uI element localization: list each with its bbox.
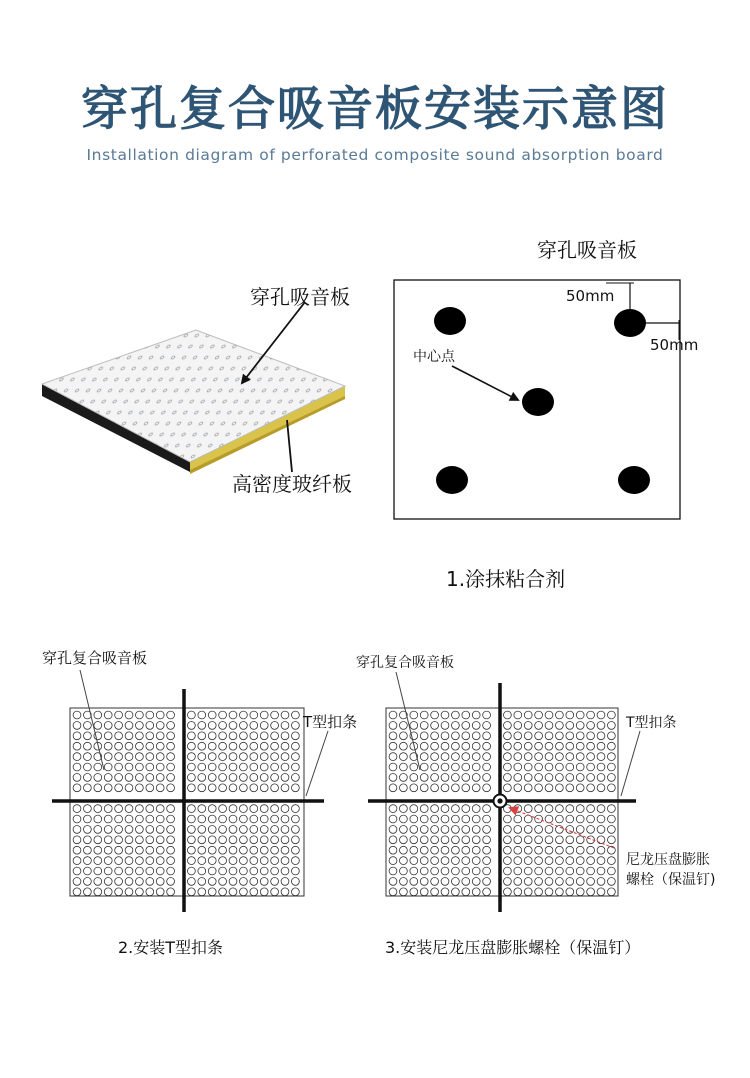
bolt-figure xyxy=(368,672,640,912)
bolt-label-line2: 螺栓（保温钉) xyxy=(626,872,716,888)
tbar-figure xyxy=(52,670,328,912)
dim-right-label: 50mm xyxy=(650,336,699,354)
board-3d xyxy=(42,330,345,474)
board-top-label: 穿孔吸音板 xyxy=(250,285,350,309)
step3-caption: 3.安装尼龙压盘膨胀螺栓（保温钉） xyxy=(385,938,641,957)
step2-caption: 2.安装T型扣条 xyxy=(118,938,224,957)
tbar-label-leader xyxy=(306,731,328,796)
page-title: 穿孔复合吸音板安装示意图 xyxy=(81,82,669,137)
bolt-tbar-leader xyxy=(621,731,640,796)
tbar-label: T型扣条 xyxy=(303,713,358,731)
adhesive-dot-bottom-left xyxy=(436,466,468,494)
tbar-panel-label: 穿孔复合吸音板 xyxy=(42,649,148,667)
step1-caption: 1.涂抹粘合剂 xyxy=(446,567,566,591)
adhesive-dot-center xyxy=(522,388,554,416)
page-subtitle: Installation diagram of perforated composite sound absorption board xyxy=(86,146,664,164)
adhesive-title: 穿孔吸音板 xyxy=(537,238,637,262)
board-bottom-leader xyxy=(287,420,292,472)
dim-top-label: 50mm xyxy=(566,287,615,305)
adhesive-dot-bottom-right xyxy=(618,466,650,494)
bolt-label-line1: 尼龙压盘膨胀 xyxy=(626,852,710,868)
board-bottom-label: 高密度玻纤板 xyxy=(232,472,352,496)
adhesive-dot-top-right xyxy=(614,309,646,337)
bolt-tbar-label: T型扣条 xyxy=(626,715,677,731)
bolt-panel-label: 穿孔复合吸音板 xyxy=(356,655,454,671)
center-point-label: 中心点 xyxy=(413,349,455,365)
adhesive-dot-top-left xyxy=(434,307,466,335)
